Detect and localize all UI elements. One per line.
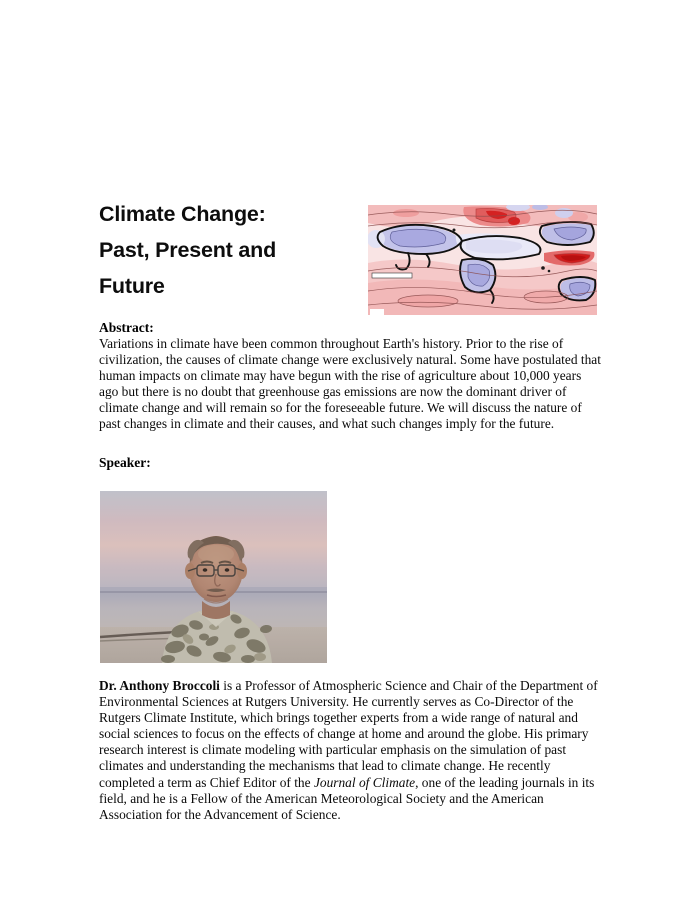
speaker-portrait-photo bbox=[100, 491, 327, 663]
speaker-name: Dr. Anthony Broccoli bbox=[99, 678, 220, 693]
climate-anomaly-map-image bbox=[368, 205, 597, 315]
title-line-1: Climate Change: bbox=[99, 202, 266, 226]
abstract-heading: Abstract: bbox=[99, 320, 154, 335]
abstract-paragraph: Variations in climate have been common throughout Earth's history. Prior to the rise of civilization, the causes of climate change were exclusively natural. Some have postulated that human impacts on climate may have begun with the rise of agriculture about 10,000 years ago but there is no doubt that greenhouse gas emissions are now the dominant driver of climate change and will remain so for the foreseeable future. We will discuss the nature of past changes in climate and their causes, and what such changes imply for the future. bbox=[99, 336, 601, 432]
title-line-3: Future bbox=[99, 274, 165, 298]
speaker-bio-paragraph bbox=[99, 678, 603, 823]
bio-part-2: , one of the leading journals in its field, and he is a Fellow of the American Meteorological Society and the American Association for the Advancement of Science. bbox=[99, 774, 595, 822]
page-title bbox=[99, 196, 349, 304]
bio-part-1: is a Professor of Atmospheric Science and Chair of the Department of Environmental Sciences at Rutgers University. He currently serves as Co-Director of the Rutgers Climate Institute, which brings together experts from a wide range of natural and social sciences to focus on the effects of change at home and around the globe. His primary research interest is climate modeling with particular emphasis on the simulation of past climates and understanding the mechanisms that lead to climate change. He recently completed a term as Chief Editor of the bbox=[99, 678, 598, 790]
speaker-heading: Speaker: bbox=[99, 455, 151, 470]
journal-title: Journal of Climate bbox=[313, 774, 416, 790]
title-line-2: Past, Present and bbox=[99, 238, 277, 262]
